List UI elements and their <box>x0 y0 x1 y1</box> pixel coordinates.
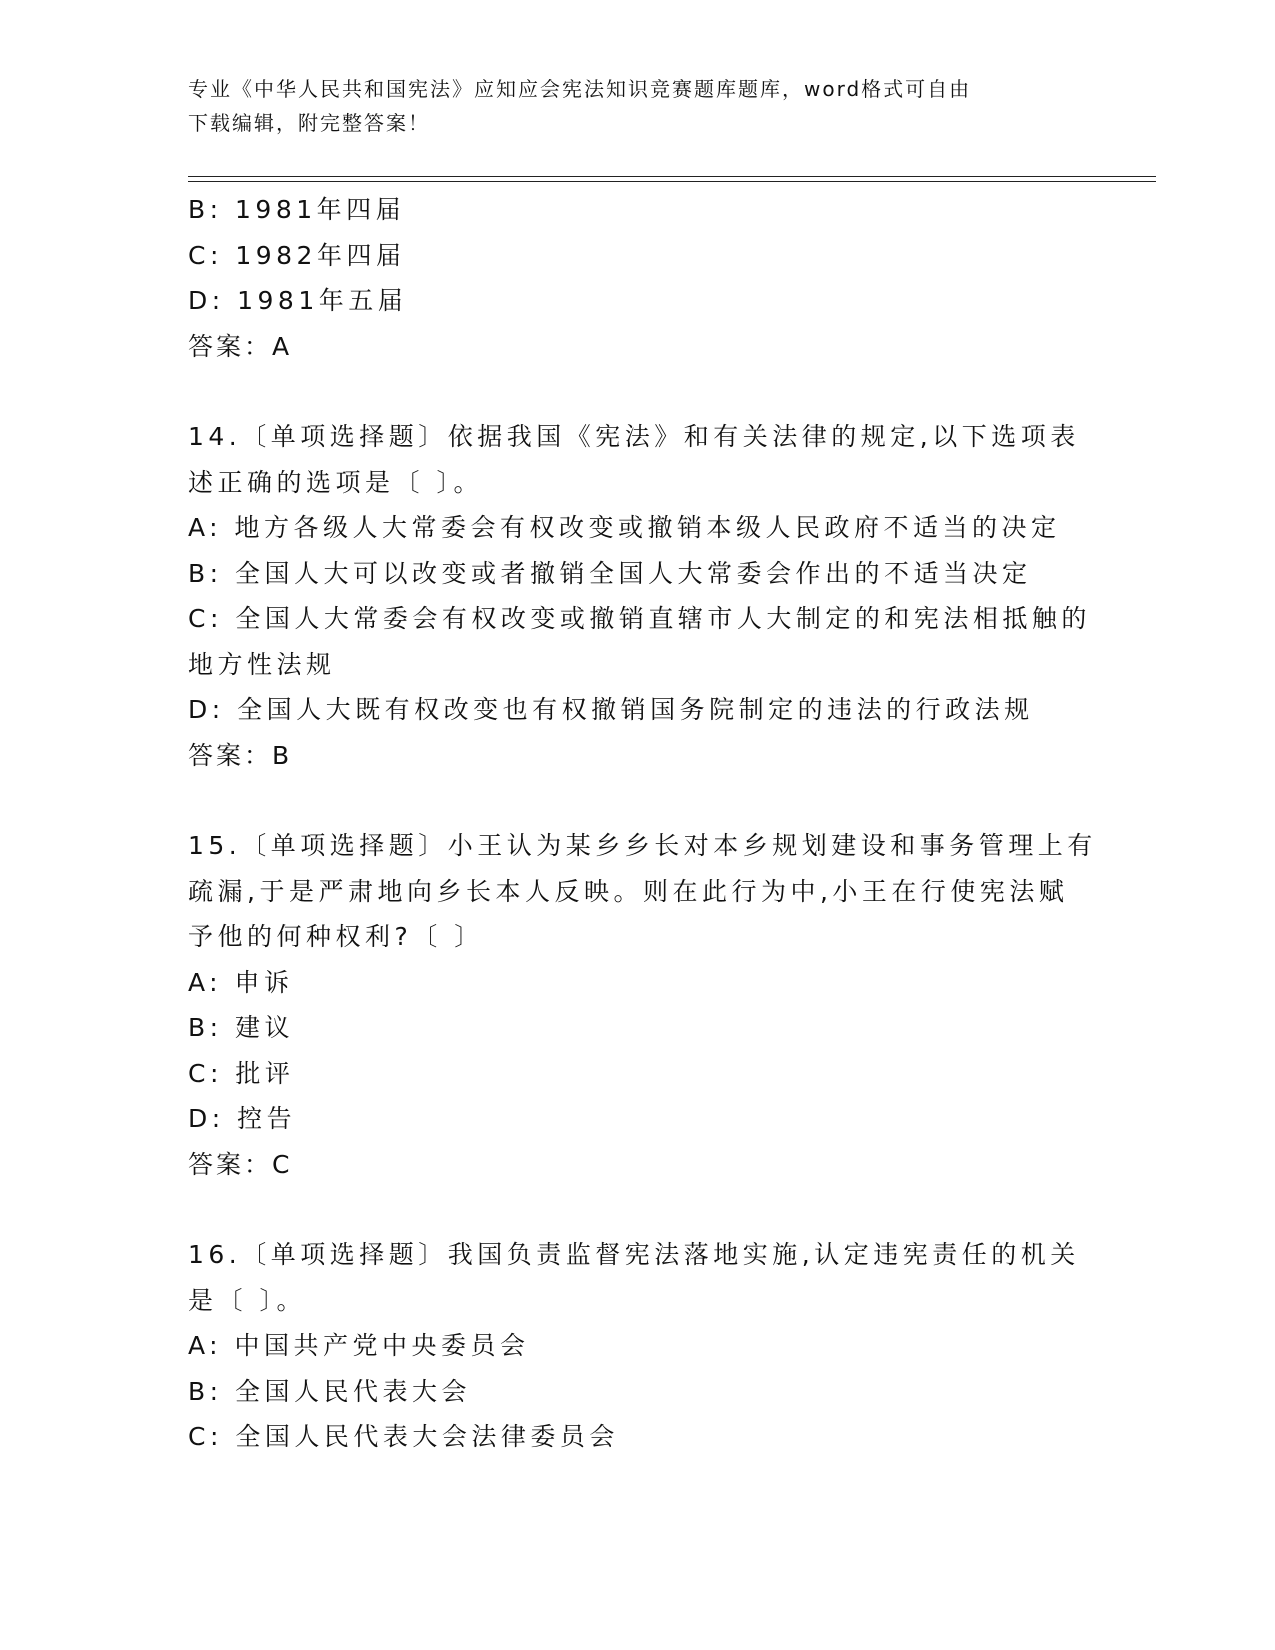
option-c: C: 全国人民代表大会法律委员会 <box>188 1422 619 1451</box>
document-body <box>188 187 1097 1460</box>
option-c-continued: 地方性法规 <box>188 649 336 679</box>
option-a: A: 申诉 <box>188 967 294 997</box>
option-c: C: 全国人大常委会有权改变或撤销直辖市人大制定的和宪法相抵触的 <box>188 604 1091 633</box>
header-line-1: 专业《中华人民共和国宪法》应知应会宪法知识竞赛题库题库，word格式可自由 <box>188 77 972 101</box>
option-c: C: 1982年四届 <box>188 240 406 270</box>
option-d: D: 1981年五届 <box>188 286 408 315</box>
answer: 答案：B <box>188 740 293 770</box>
question-stem-line: 15.〔单项选择题〕小王认为某乡乡长对本乡规划建设和事务管理上有 <box>188 831 1097 860</box>
option-a: A: 地方各级人大常委会有权改变或撤销本级人民政府不适当的决定 <box>188 513 1061 542</box>
header-line-2: 下载编辑，附完整答案！ <box>188 111 430 135</box>
question-stem-line: 疏漏,于是严肃地向乡长本人反映。则在此行为中,小王在行使宪法赋 <box>188 876 1069 906</box>
option-a: A: 中国共产党中央委员会 <box>188 1331 530 1360</box>
question-stem-line: 14.〔单项选择题〕依据我国《宪法》和有关法律的规定,以下选项表 <box>188 422 1080 451</box>
question-stem-line: 述正确的选项是〔 〕。 <box>188 467 483 497</box>
answer: 答案：A <box>188 331 293 361</box>
question-stem-line: 予他的何种权利?〔 〕 <box>188 922 484 951</box>
option-b: B: 1981年四届 <box>188 195 406 224</box>
header-divider-bottom <box>188 181 1156 182</box>
question-14 <box>188 414 1091 778</box>
option-b: B: 建议 <box>188 1013 295 1042</box>
answer: 答案：C <box>188 1149 293 1179</box>
option-d: D: 全国人大既有权改变也有权撤销国务院制定的违法的行政法规 <box>188 695 1034 724</box>
option-b: B: 全国人民代表大会 <box>188 1376 472 1406</box>
question-stem-line: 是〔 〕。 <box>188 1285 306 1315</box>
question-stem-line: 16.〔单项选择题〕我国负责监督宪法落地实施,认定违宪责任的机关 <box>188 1240 1080 1269</box>
prev-question-block <box>188 187 1078 369</box>
question-15 <box>188 823 1097 1187</box>
option-b: B: 全国人大可以改变或者撤销全国人大常委会作出的不适当决定 <box>188 558 1032 588</box>
option-d: D: 控告 <box>188 1104 297 1133</box>
option-c: C: 批评 <box>188 1058 295 1088</box>
header-divider-top <box>188 176 1156 177</box>
question-16 <box>188 1232 1078 1460</box>
page-header <box>188 72 1068 140</box>
